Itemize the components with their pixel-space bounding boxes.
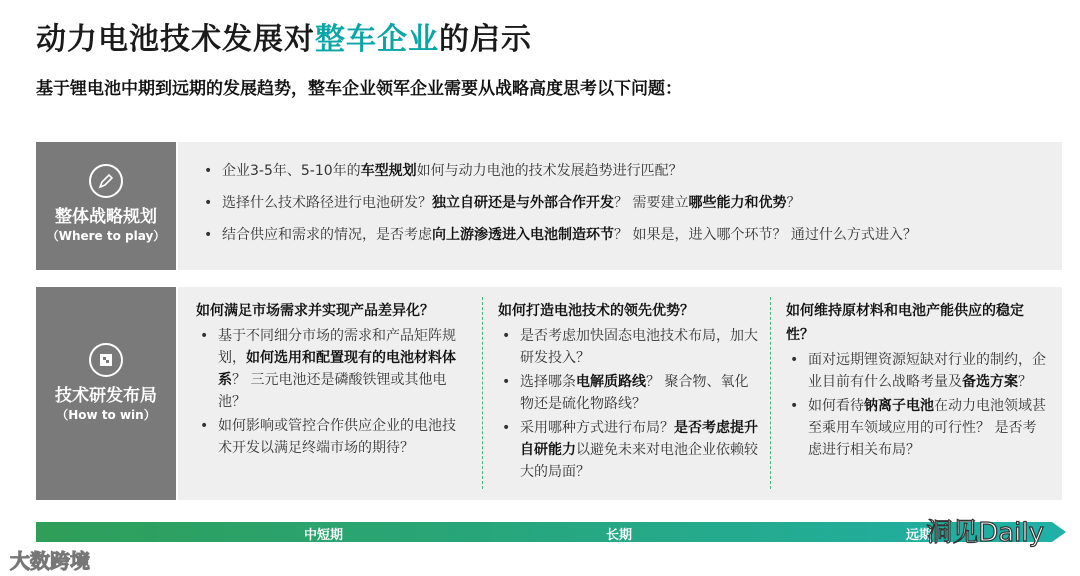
pen-icon <box>89 164 123 198</box>
section-strategy-label-box <box>36 142 176 270</box>
page-subtitle: 基于锂电池中期到远期的发展趋势，整车企业领军企业需要从战略高度思考以下问题： <box>36 79 682 99</box>
column-technology <box>498 299 760 485</box>
title-highlight: 整车企业 <box>315 22 439 57</box>
timeline-label-far: 远期 <box>906 528 933 543</box>
column-heading: 如何维持原材料和电池产能供应的稳定性？ <box>786 303 1024 343</box>
section-strategy-label: 整体战略规划 <box>55 207 157 227</box>
section-strategy-panel <box>178 142 1062 270</box>
column-heading: 如何打造电池技术的领先优势？ <box>498 303 694 319</box>
list-item: • 选择什么技术路径进行电池研发？独立自研还是与外部合作开发？ 需要建立哪些能力和优势？ <box>200 194 1062 212</box>
section-rnd-sub: （How to win） <box>56 408 156 422</box>
list-item: • 面对远期锂资源短缺对行业的制约，企业目前有什么战略考量及备选方案？ <box>786 349 1048 393</box>
section-rnd-label: 技术研发布局 <box>55 386 157 406</box>
column-divider <box>482 297 483 489</box>
list-item: • 基于不同细分市场的需求和产品矩阵规划，如何选用和配置现有的电池材料体系？ 三元电池还是磷酸铁锂或其他电池？ <box>196 325 468 413</box>
section-rnd-label-box <box>36 287 176 500</box>
column-supply <box>786 299 1048 463</box>
list-item: • 如何看待钠离子电池在动力电池领域甚至乘用车领域应用的可行性？ 是否考虑进行相关布局？ <box>786 395 1048 461</box>
page-title <box>36 14 532 58</box>
column-market <box>196 299 468 461</box>
timeline-label-long: 长期 <box>606 528 633 543</box>
list-item: • 结合供应和需求的情况，是否考虑向上游渗透进入电池制造环节？ 如果是，进入哪个环节？ 通过什么方式进入？ <box>200 226 1062 244</box>
list-item: • 是否考虑加快固态电池技术布局，加大研发投入？ <box>498 325 760 369</box>
column-heading: 如何满足市场需求并实现产品差异化？ <box>196 303 434 319</box>
watermark-left: 大数跨境 <box>10 549 90 573</box>
title-part1: 动力电池技术发展对 <box>36 22 315 57</box>
list-item: • 采用哪种方式进行布局？是否考虑提升自研能力以避免未来对电池企业依赖较大的局面？ <box>498 417 760 483</box>
title-part2: 的启示 <box>439 22 532 57</box>
chip-icon <box>89 343 123 377</box>
list-item: • 企业3-5年、5-10年的车型规划如何与动力电池的技术发展趋势进行匹配？ <box>200 162 1062 180</box>
timeline-arrow <box>36 520 1066 544</box>
section-strategy-sub: （Where to play） <box>46 229 166 243</box>
list-item: • 选择哪条电解质路线？ 聚合物、氧化物还是硫化物路线？ <box>498 371 760 415</box>
section-rnd-panel <box>178 287 1062 500</box>
timeline-label-short-mid: 中短期 <box>304 528 344 543</box>
column-divider <box>770 297 771 489</box>
watermark-right: 洞见Daily <box>926 518 1044 548</box>
list-item: • 如何影响或管控合作供应企业的电池技术开发以满足终端市场的期待？ <box>196 415 468 459</box>
